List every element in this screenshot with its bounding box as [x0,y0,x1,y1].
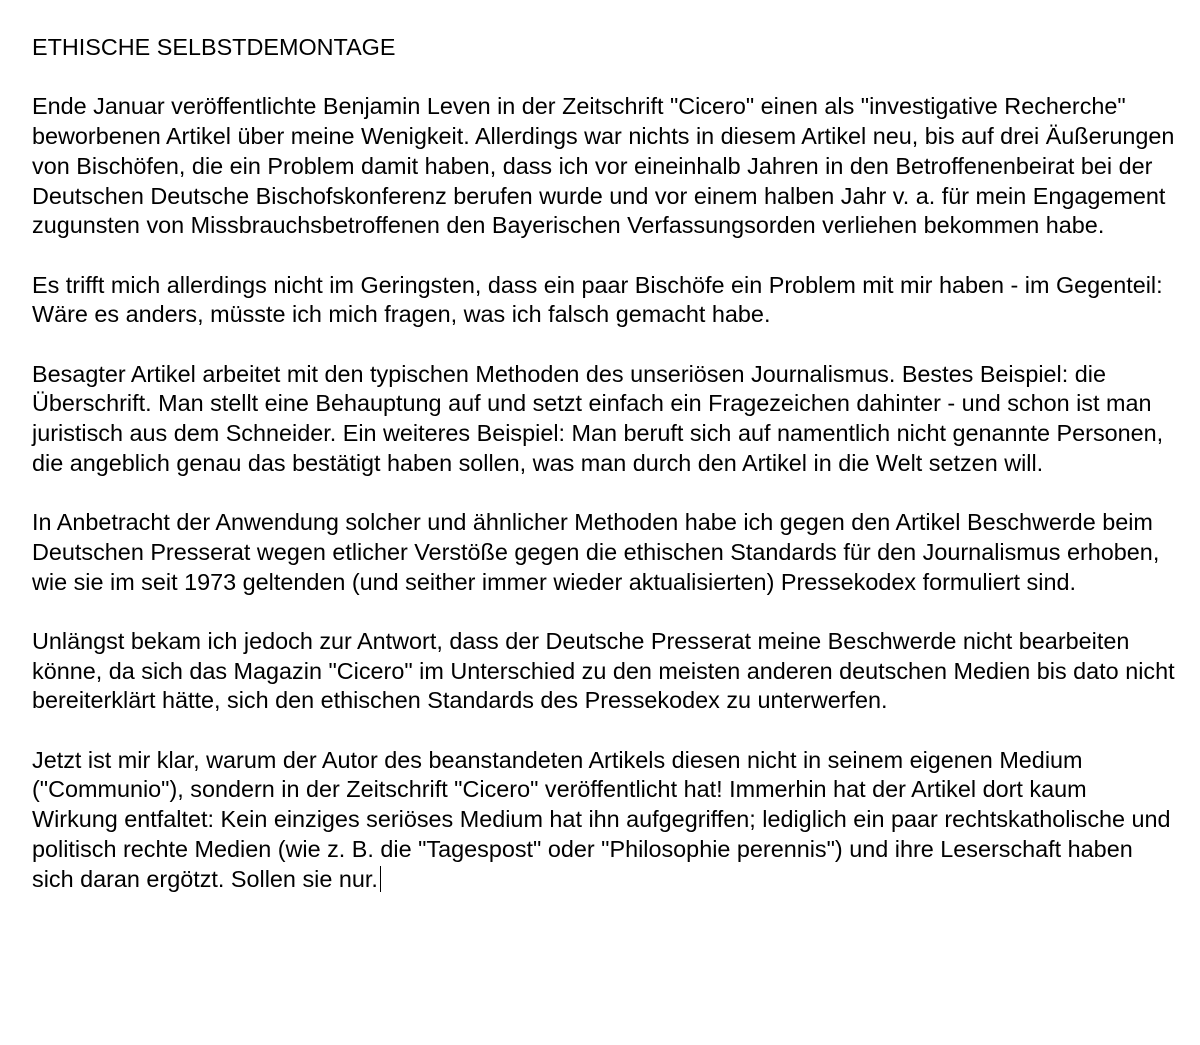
paragraph-1: Ende Januar veröffentlichte Benjamin Leven in der Zeitschrift "Cicero" einen als "investigative Recherche" beworbenen Artikel über meine Wenigkeit. Allerdings war nichts in diesem Artikel neu, bis auf drei Äußerungen von Bischöfen, die ein Problem damit haben, dass ich vor eineinhalb Jahren in den Betroffenenbeirat bei der Deutschen Deutsche Bischofskonferenz berufen wurde und vor einem halben Jahr v. a. für mein Engagement zugunsten von Missbrauchsbetroffenen den Bayerischen Verfassungsorden verliehen bekommen habe. [32,93,1175,239]
paragraph-5: Unlängst bekam ich jedoch zur Antwort, dass der Deutsche Presserat meine Beschwerde nicht bearbeiten könne, da sich das Magazin "Cicero" im Unterschied zu den meisten anderen deutschen Medien bis dato nicht bereiterklärt hätte, sich den ethischen Standards des Pressekodex zu unterwerfen. [32,627,1175,714]
text-cursor [380,866,381,892]
paragraph-2: Es trifft mich allerdings nicht im Geringsten, dass ein paar Bischöfe ein Problem mit mir haben - im Gegenteil: Wäre es anders, müsste ich mich fragen, was ich falsch gemacht habe. [32,271,1163,328]
document-body[interactable] [32,33,1177,894]
document-title: ETHISCHE SELBSTDEMONTAGE [32,34,396,60]
paragraph-6-text: Jetzt ist mir klar, warum der Autor des beanstandeten Artikels diesen nicht in seinem eigenen Medium ("Communio"), sondern in der Zeitschrift "Cicero" veröffentlicht hat! Immerhin hat der Artikel dort kaum Wirkung entfaltet: Kein einziges seriöses Medium hat ihn aufgegriffen; lediglich ein paar rechtskatholische und politisch rechte Medien (wie z. B. die "Tagespost" oder "Philosophie perennis") und ihre Leserschaft haben sich daran ergötzt. Sollen sie nur. [32,746,1171,892]
paragraph-3: Besagter Artikel arbeitet mit den typischen Methoden des unseriösen Journalismus. Bestes Beispiel: die Überschrift. Man stellt eine Behauptung auf und setzt einfach ein Fragezeichen dahinter - und schon ist man juristisch aus dem Schneider. Ein weiteres Beispiel: Man beruft sich auf namentlich nicht genannte Personen, die angeblich genau das bestätigt haben sollen, was man durch den Artikel in die Welt setzen will. [32,360,1164,476]
paragraph-4: In Anbetracht der Anwendung solcher und ähnlicher Methoden habe ich gegen den Artikel Beschwerde beim Deutschen Presserat wegen etlicher Verstöße gegen die ethischen Standards für den Journalismus erhoben, wie sie im seit 1973 geltenden (und seither immer wieder aktualisierten) Pressekodex formuliert sind. [32,509,1160,595]
paragraph-6 [32,746,1177,895]
